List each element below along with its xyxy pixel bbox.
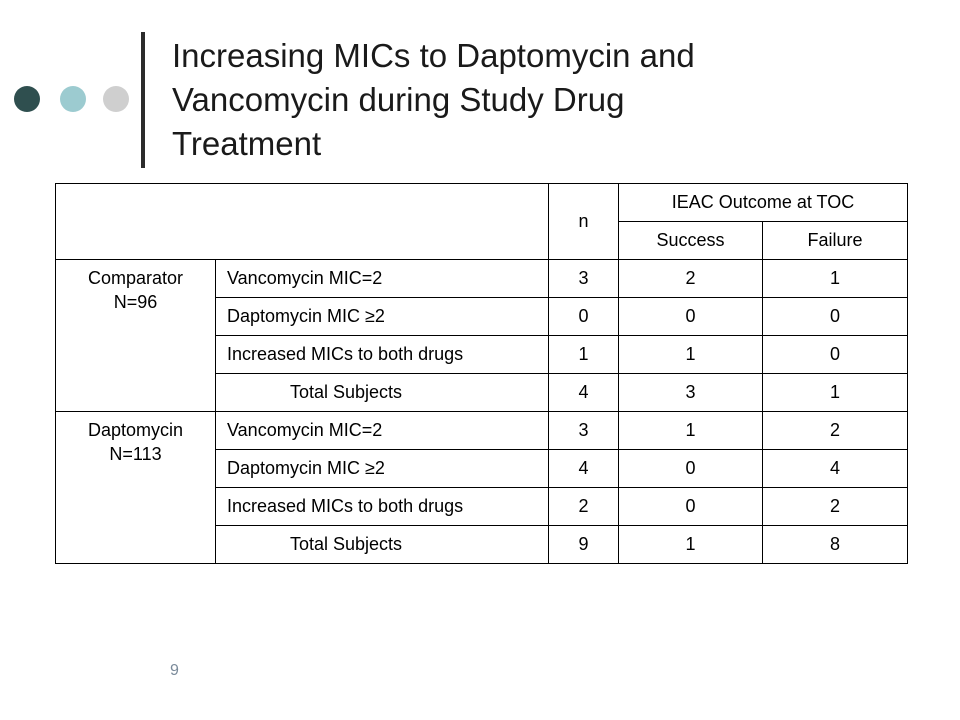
slide-title — [172, 34, 932, 166]
n-value: 3 — [549, 260, 619, 298]
group-name: Daptomycin — [87, 420, 184, 440]
n-value: 4 — [549, 450, 619, 488]
group-count: N=96 — [113, 292, 158, 312]
n-value: 9 — [549, 526, 619, 564]
dark-dot-icon — [14, 86, 40, 112]
failure-value: 0 — [763, 336, 908, 374]
success-value: 2 — [619, 260, 763, 298]
table-row — [56, 412, 908, 450]
header-blank-cell — [56, 184, 549, 260]
table-row — [56, 260, 908, 298]
failure-value: 2 — [763, 412, 908, 450]
row-label: Total Subjects — [216, 526, 549, 564]
page-number: 9 — [170, 662, 179, 679]
n-value: 3 — [549, 412, 619, 450]
group-count: N=113 — [109, 444, 162, 464]
decorative-dots — [10, 86, 125, 116]
n-value: 1 — [549, 336, 619, 374]
row-label: Daptomycin MIC ≥2 — [216, 450, 549, 488]
failure-value: 1 — [763, 374, 908, 412]
failure-header: Failure — [763, 222, 908, 260]
title-line-1: Increasing MICs to Daptomycin and — [172, 37, 695, 74]
group-name: Comparator — [87, 268, 184, 288]
n-value: 4 — [549, 374, 619, 412]
n-value: 0 — [549, 298, 619, 336]
row-label: Daptomycin MIC ≥2 — [216, 298, 549, 336]
success-value: 0 — [619, 298, 763, 336]
gray-dot-icon — [103, 86, 129, 112]
success-value: 3 — [619, 374, 763, 412]
failure-value: 1 — [763, 260, 908, 298]
row-label: Vancomycin MIC=2 — [216, 412, 549, 450]
header-row-1 — [56, 184, 908, 222]
failure-value: 4 — [763, 450, 908, 488]
success-value: 0 — [619, 488, 763, 526]
title-line-3: Treatment — [172, 125, 322, 162]
title-line-2: Vancomycin during Study Drug — [172, 81, 625, 118]
group-daptomycin — [56, 412, 216, 564]
failure-value: 0 — [763, 298, 908, 336]
success-header: Success — [619, 222, 763, 260]
teal-dot-icon — [60, 86, 86, 112]
row-label: Increased MICs to both drugs — [216, 336, 549, 374]
group-comparator — [56, 260, 216, 412]
outcome-header: IEAC Outcome at TOC — [619, 184, 908, 222]
mic-results-table — [55, 183, 908, 564]
row-label: Vancomycin MIC=2 — [216, 260, 549, 298]
success-value: 1 — [619, 412, 763, 450]
title-divider — [141, 32, 145, 168]
success-value: 1 — [619, 526, 763, 564]
row-label: Increased MICs to both drugs — [216, 488, 549, 526]
success-value: 0 — [619, 450, 763, 488]
success-value: 1 — [619, 336, 763, 374]
failure-value: 8 — [763, 526, 908, 564]
failure-value: 2 — [763, 488, 908, 526]
n-value: 2 — [549, 488, 619, 526]
n-header: n — [549, 184, 619, 260]
row-label: Total Subjects — [216, 374, 549, 412]
